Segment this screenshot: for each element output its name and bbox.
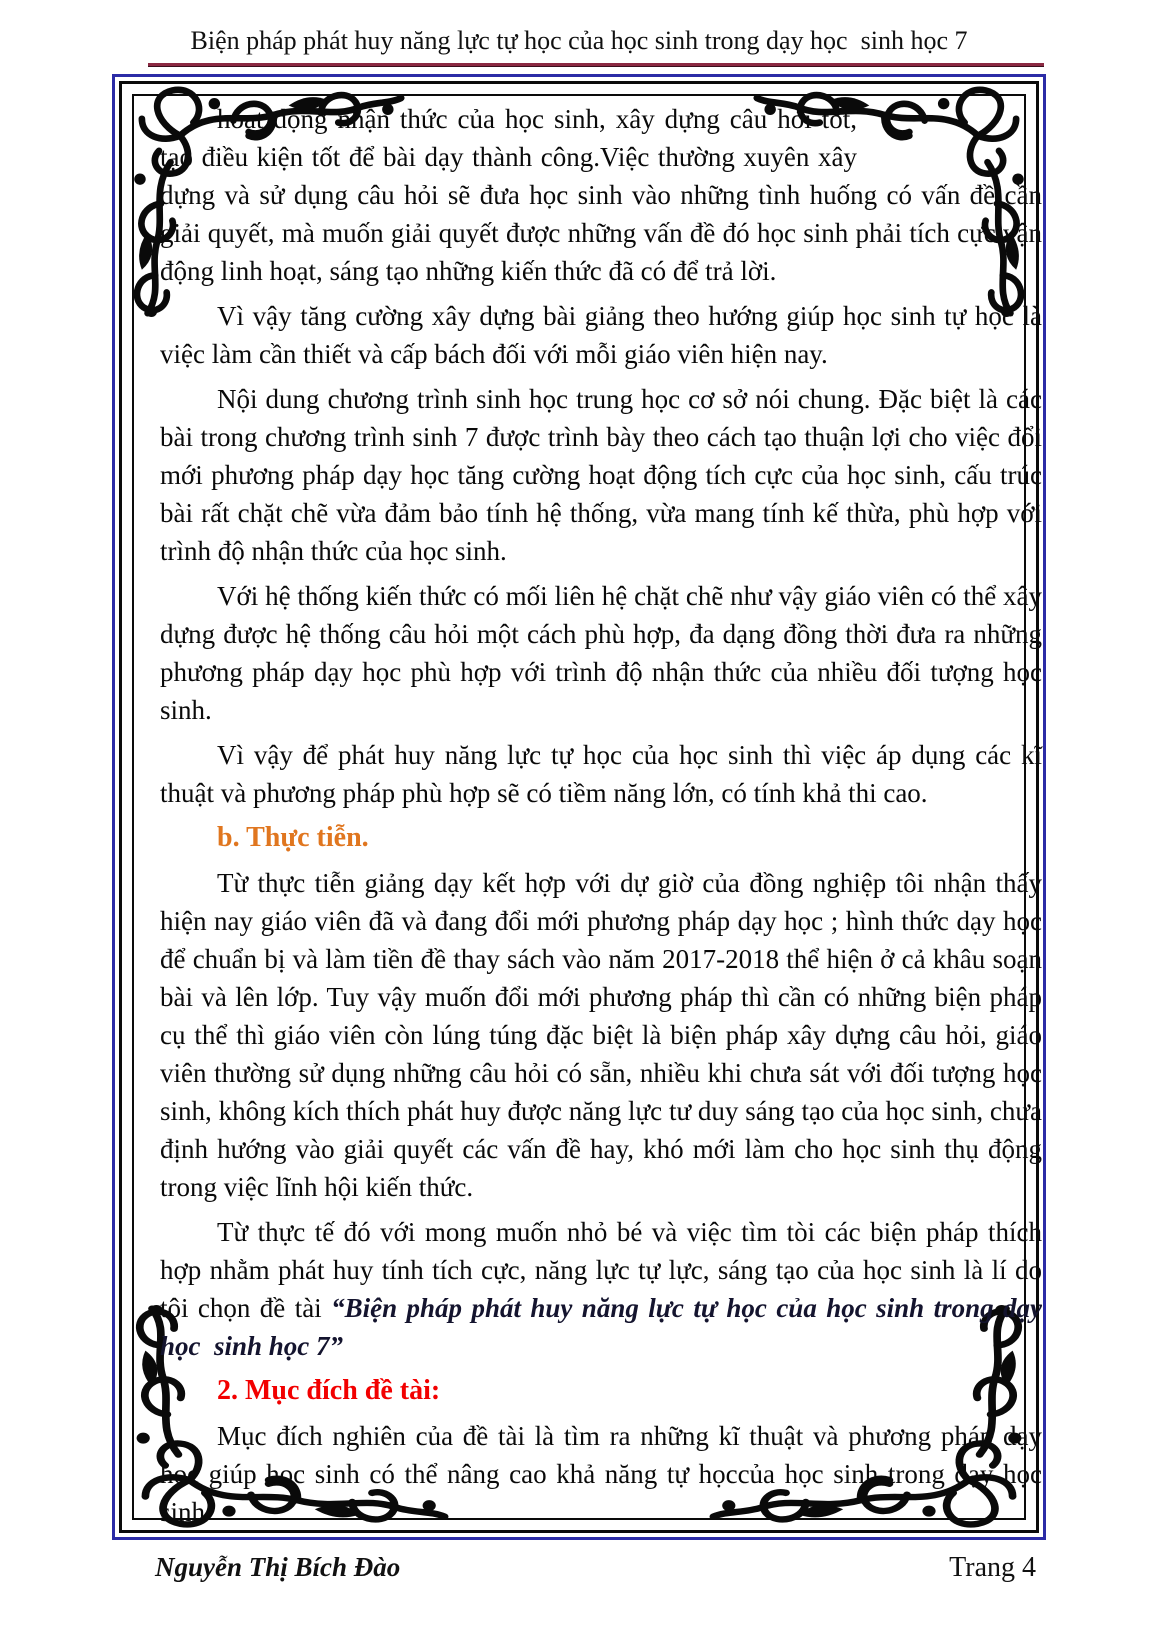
footer-author: Nguyễn Thị Bích Đào <box>155 1552 401 1582</box>
section-heading-muc-dich: 2. Mục đích đề tài: <box>217 1375 441 1406</box>
paragraph: Từ thực tiễn giảng dạy kết hợp với dự giờ của đồng nghiệp tôi nhận thấy hiện nay giáo viên đã và đang đổi mới phương pháp dạy học ; hình thức dạy học để chuẩn bị và làm tiền đề thay sách vào năm 2017-2018 thể hiện ở cả khâu soạn bài và lên lớp. Tuy vậy muốn đổi mới phương pháp thì cần có những biện pháp cụ thể thì giáo viên còn lúng túng đặc biệt là biện pháp xây dựng câu hỏi, giáo viên thường sử dụng những câu hỏi có sẵn, nhiều khi chưa sát với đối tượng học sinh, không kích thích phát huy được năng lực tư duy sáng tạo của học sinh, chưa định hướng vào giải quyết các vấn đề hay, khó mới làm cho học sinh thụ động trong việc lĩnh hội kiến thức. <box>160 868 1042 1202</box>
paragraph: Vì vậy để phát huy năng lực tự học của học sinh thì việc áp dụng các kĩ thuật và phương pháp phù hợp sẽ có tiềm năng lớn, có tính khả thi cao. <box>160 740 1042 808</box>
paragraph-text: Từ thực tế đó với mong muốn nhỏ bé và việc tìm tòi các biện pháp thích hợp nhằm phát huy tính tích cực, năng lực tự lực, sáng tạo của học sinh là lí do tôi chọn đề tài <box>160 1217 1042 1323</box>
paragraph <box>160 1213 1049 1365</box>
wrap-spacer <box>857 100 1042 144</box>
paragraph <box>160 100 1042 290</box>
paragraph-text: hoạt động nhận thức của học sinh, xây dựng câu hỏi tốt, tạo điều kiện tốt để bài dạy thành công.Việc thường xuyên xây dựng và sử dụng câu hỏi sẽ đưa học sinh vào những tình huống có vấn đề cần giải quyết, mà muốn giải quyết được những vấn đề đó học sinh phải tích cực vận động linh hoạt, sáng tạo những kiến thức đã có để trả lời. <box>160 104 1042 286</box>
document-body <box>160 100 1049 1538</box>
section-heading-thuc-tien: b. Thực tiễn. <box>217 822 369 853</box>
paragraph: Với hệ thống kiến thức có mối liên hệ chặt chẽ như vậy giáo viên có thể xây dựng được hệ thống câu hỏi một cách phù hợp, đa dạng đồng thời đưa ra những phương pháp dạy học phù hợp với trình độ nhận thức của nhiều đối tượng học sinh. <box>160 581 1042 725</box>
paragraph: Mục đích nghiên của đề tài là tìm ra những kĩ thuật và phương pháp dạy học giúp học sinh có thể nâng cao khả năng tự họccủa học sinh trong dạy học sinh <box>160 1421 1042 1527</box>
paragraph: Nội dung chương trình sinh học trung học cơ sở nói chung. Đặc biệt là các bài trong chương trình sinh 7 được trình bày theo cách tạo thuận lợi cho việc đổi mới phương pháp dạy học tăng cường hoạt động tích cực của học sinh, cấu trúc bài rất chặt chẽ vừa đảm bảo tính hệ thống, vừa mang tính kế thừa, phù hợp với trình độ nhận thức của học sinh. <box>160 384 1042 566</box>
paragraph: Vì vậy tăng cường xây dựng bài giảng theo hướng giúp học sinh tự học là việc làm cần thiết và cấp bách đối với mỗi giáo viên hiện nay. <box>160 301 1042 369</box>
topic-title-quote: “Biện pháp phát huy năng lực tự học của học sinh trong dạy học sinh học 7” <box>160 1293 1049 1361</box>
header-rule <box>148 63 1044 67</box>
header-title: Biện pháp phát huy năng lực tự học của học sinh trong dạy học sinh học 7 <box>190 26 968 55</box>
footer-page-number: Trang 4 <box>949 1552 1036 1583</box>
